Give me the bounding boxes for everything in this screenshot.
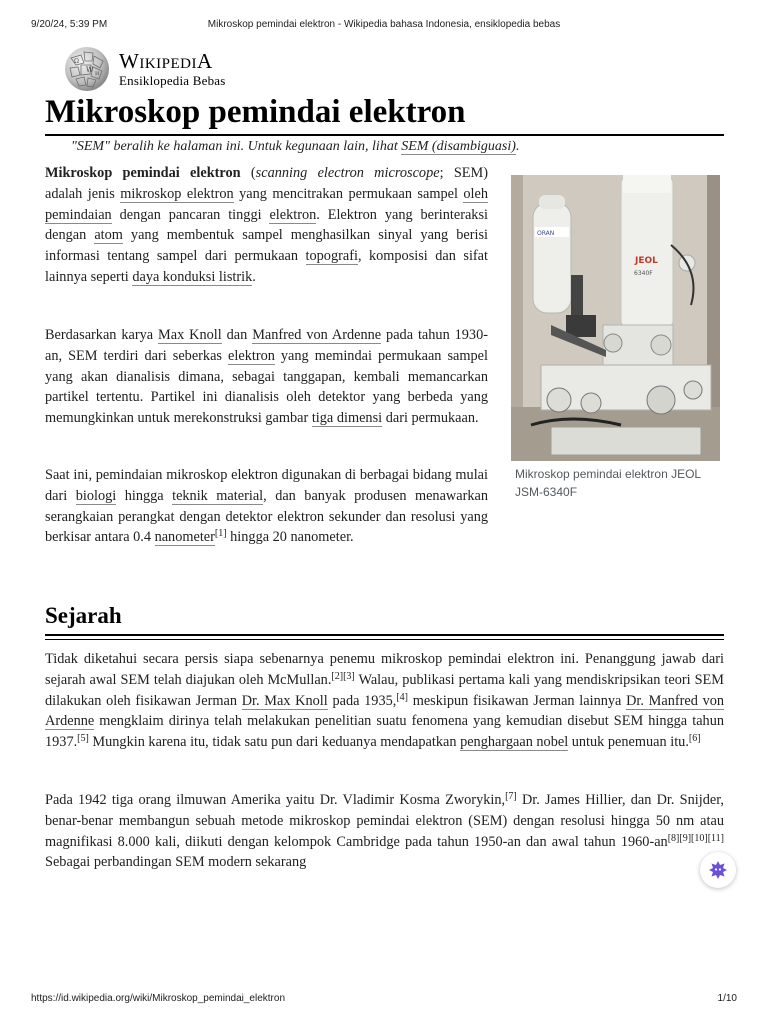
page-title: Mikroskop pemindai elektron <box>45 94 466 130</box>
model-label: 6340F <box>634 270 653 277</box>
sparkle-badge-icon <box>708 860 728 880</box>
ref-9[interactable]: [9] <box>679 832 692 844</box>
link-max-knoll[interactable]: Max Knoll <box>158 327 222 343</box>
wikipedia-tagline: Ensiklopedia Bebas <box>119 73 226 88</box>
link-penghargaan-nobel[interactable]: penghargaan nobel <box>460 734 569 751</box>
ref-5[interactable]: [5] <box>77 733 89 745</box>
ref-10[interactable]: [10] <box>691 832 708 844</box>
ref-1[interactable]: [1] <box>214 528 227 540</box>
link-elektron[interactable]: elektron <box>269 206 317 223</box>
print-header <box>0 19 768 33</box>
link-daya-konduksi-listrik[interactable]: daya konduksi listrik <box>132 268 253 285</box>
wikipedia-wordmark: WikipediA <box>119 49 213 73</box>
print-page-title: Mikroskop pemindai elektron - Wikipedia bahasa Indonesia, ensiklopedia bebas <box>207 19 561 30</box>
link-elektron-2[interactable]: elektron <box>228 347 275 364</box>
print-footer <box>0 993 768 1007</box>
ref-3[interactable]: [3] <box>343 670 355 682</box>
wikipedia-globe-icon <box>62 44 112 94</box>
print-url: https://id.wikipedia.org/wiki/Mikroskop_pemindai_elektron <box>31 993 286 1004</box>
infobox-caption: Mikroskop pemindai elektron JEOL JSM-6340F <box>515 467 701 499</box>
intro-paragraph-3: Saat ini, pemindaian mikroskop elektron digunakan di berbagai bidang mulai dari biologi hingga teknik material, dan banyak produsen menawarkan serangkaian perangkat dengan detektor elektron sekunder dan resolusi yang berkisar antara 0.4 nanometer[1] hingga 20 nanometer. <box>45 467 488 546</box>
history-paragraph-1: Tidak diketahui secara persis siapa sebenarnya penemu mikroskop pemindai elektron ini. Penanggung jawab dari sejarah awal SEM telah diajukan oleh McMullan.[2][3] Walau, publikasi pertama kali yang mendiskripsikan teori SEM dilakukan oleh fisikawan Jerman Dr. Max Knoll pada 1935,[4] meskipun fisikawan Jerman lainnya Dr. Manfred von Ardenne mengklaim dirinya telah melakukan penelitian suatu fenomena yang kemudian disebut SEM hingga tahun 1937.[5] Mungkin karena itu, tidak satu pun dari keduanya mendapatkan penghargaan nobel untuk penemuan itu.[6] <box>45 651 725 751</box>
hatnote: "SEM" beralih ke halaman ini. Untuk kegunaan lain, lihat SEM (disambiguasi). <box>71 139 520 154</box>
ref-11[interactable]: [11] <box>707 832 724 844</box>
link-tiga-dimensi[interactable]: tiga dimensi <box>311 410 383 427</box>
ref-8[interactable]: [8] <box>667 832 680 844</box>
svg-text:И: И <box>95 71 100 77</box>
ref-6[interactable]: [6] <box>688 733 701 745</box>
svg-text:Ω: Ω <box>74 58 79 65</box>
section-heading-sejarah: Sejarah <box>45 603 122 628</box>
brand-label: JEOL <box>635 256 658 266</box>
print-date: 9/20/24, 5:39 PM <box>31 19 108 30</box>
svg-text:W: W <box>86 66 94 74</box>
link-oleh-pemindaian[interactable]: oleh pemindaian <box>45 185 488 223</box>
title-divider <box>45 134 724 136</box>
floating-assistant-button[interactable] <box>700 852 736 888</box>
infobox-image[interactable] <box>511 175 720 461</box>
print-page-number: 1/10 <box>717 993 737 1004</box>
section-divider <box>45 634 724 636</box>
link-atom[interactable]: atom <box>94 227 123 244</box>
link-dr-manfred-von-ardenne[interactable]: Dr. Manfred von Ardenne <box>45 692 725 730</box>
link-dr-max-knoll[interactable]: Dr. Max Knoll <box>241 692 328 709</box>
wikipedia-logo[interactable] <box>62 44 262 94</box>
tank-label: ORAN <box>537 230 555 237</box>
ref-2[interactable]: [2] <box>331 670 344 682</box>
link-manfred-von-ardenne[interactable]: Manfred von Ardenne <box>252 327 382 343</box>
intro-paragraph-1: Mikroskop pemindai elektron (scanning electron microscope; SEM) adalah jenis mikroskop elektron yang mencitrakan permukaan sampel oleh pemindaian dengan pancaran tinggi elektron. Elektron yang berinteraksi dengan atom yang membentuk sampel menghasilkan sinyal yang berisi informasi tentang sampel dari permukaan topografi, komposisi dan sifat lainnya seperti daya konduksi listrik. <box>45 165 489 285</box>
intro-paragraph-2: Berdasarkan karya Max Knoll dan Manfred von Ardenne pada tahun 1930-an, SEM terdiri dari seberkas elektron yang memindai permukaan sampel yang akan dianalisis dimana, sebagai tanggapan, kembali memancarkan partikel tertentu. Partikel ini dianalisis oleh detektor yang berbeda yang memungkinkan untuk merekonstruksi gambar tiga dimensi dari permukaan. <box>45 327 488 427</box>
link-mikroskop-elektron[interactable]: mikroskop elektron <box>120 185 234 202</box>
hatnote-link-sem-disambiguation[interactable]: SEM (disambiguasi) <box>401 139 516 154</box>
section-divider-thin <box>45 639 724 640</box>
link-nanometer[interactable]: nanometer <box>154 529 215 546</box>
ref-7[interactable]: [7] <box>505 791 517 802</box>
link-biologi[interactable]: biologi <box>75 487 117 504</box>
sem-microscope-illustration <box>511 175 720 461</box>
link-teknik-material[interactable]: teknik material <box>172 487 264 504</box>
link-topografi[interactable]: topografi <box>305 248 358 265</box>
ref-4[interactable]: [4] <box>396 691 408 703</box>
history-paragraph-2: Pada 1942 tiga orang ilmuwan Amerika yaitu Dr. Vladimir Kosma Zworykin,[7] Dr. James Hillier, dan Dr. Snijder, benar-benar membangun sebuah metode mikroskop pemindai elektron (SEM) dengan resolusi hingga 50 nm atau magnifikasi 8.000 kali, diikuti dengan kelompok Cambridge pada tahun 1950-an dan awal tahun 1960-an[8][9][10][11] Sebagai perbandingan SEM modern sekarang <box>45 791 724 871</box>
